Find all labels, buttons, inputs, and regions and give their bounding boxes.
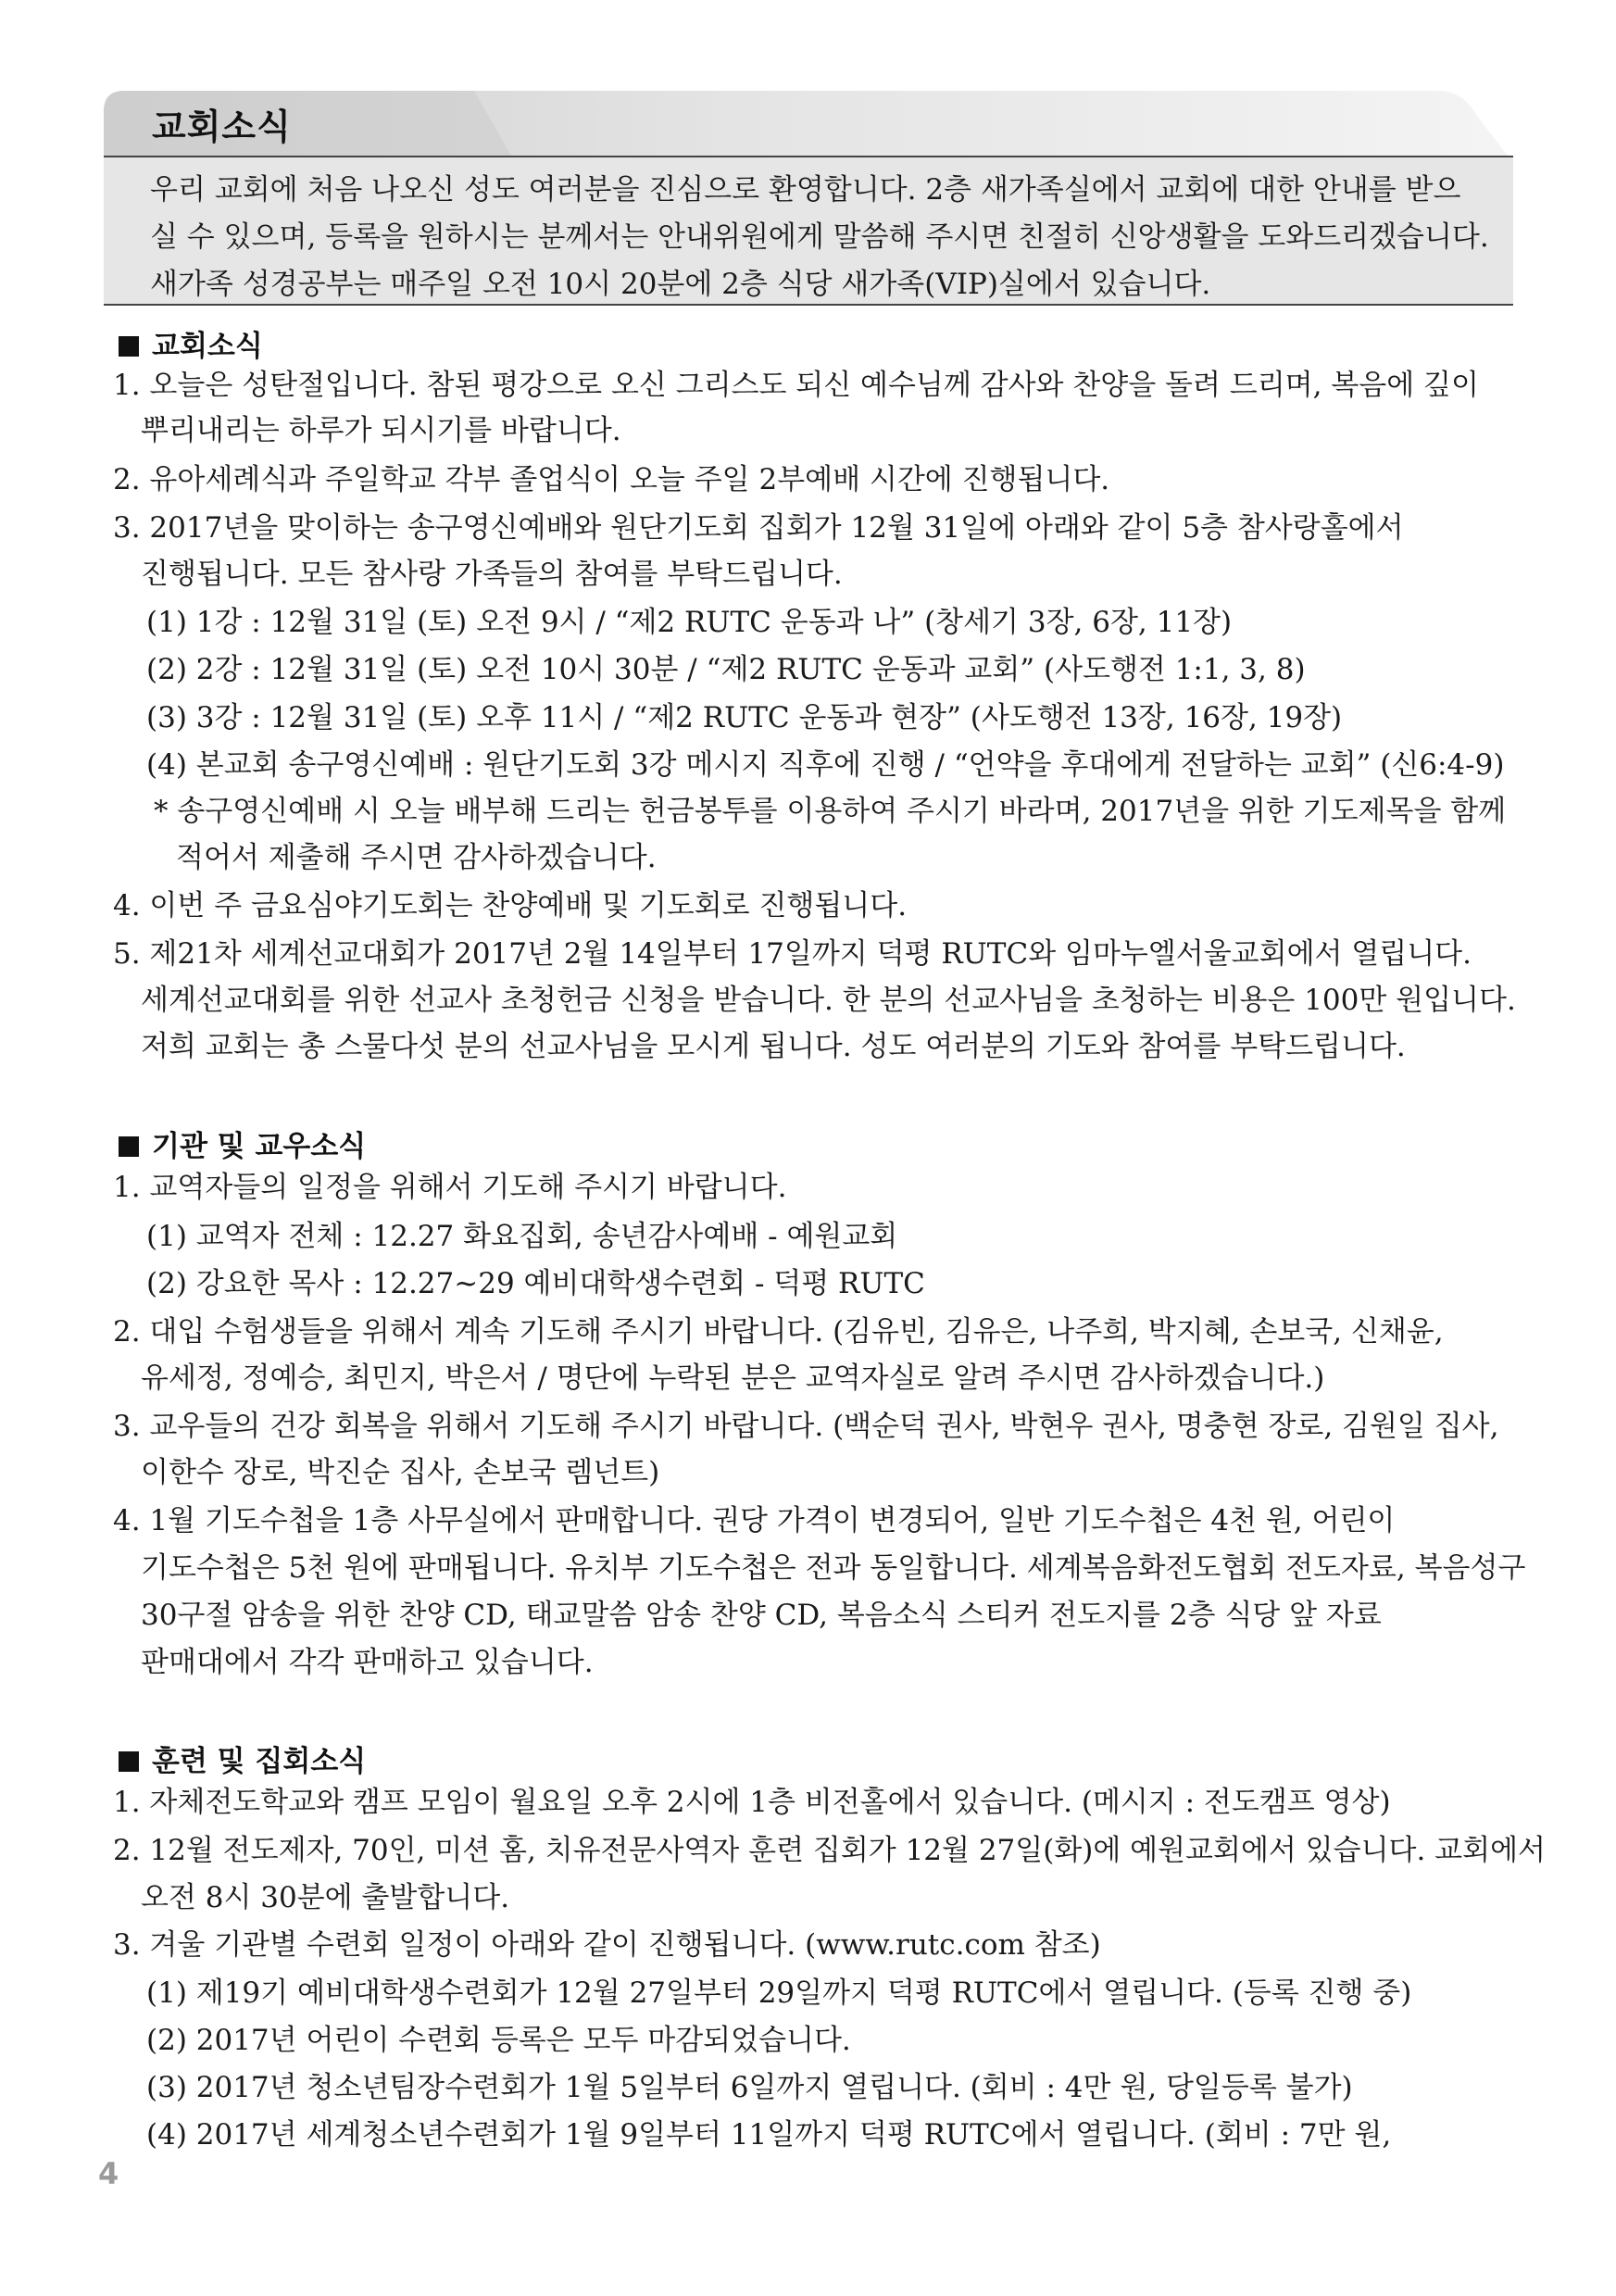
section-title-training-news bbox=[119, 1738, 366, 1779]
notice-line: 2. 유아세례식과 주일학교 각부 졸업식이 오늘 주일 2부예배 시간에 진행됩니다. bbox=[113, 463, 1110, 496]
notice-line: 세계선교대회를 위한 선교사 초청헌금 신청을 받습니다. 한 분의 선교사님을 초청하는 비용은 100만 원입니다. bbox=[141, 984, 1516, 1017]
notice-line: (3) 2017년 청소년팀장수련회가 1월 5일부터 6일까지 열립니다. (회비 : 4만 원, 당일등록 불가) bbox=[146, 2071, 1353, 2104]
notice-line: 30구절 암송을 위한 찬양 CD, 태교말씀 암송 찬양 CD, 복음소식 스티커 전도지를 2층 식당 앞 자료 bbox=[141, 1599, 1382, 1632]
notice-line: (2) 2017년 어린이 수련회 등록은 모두 마감되었습니다. bbox=[146, 2024, 851, 2057]
notice-line: (3) 3강 : 12월 31일 (토) 오후 11시 / “제2 RUTC 운동과 현장” (사도행전 13장, 16장, 19장) bbox=[146, 701, 1343, 734]
square-bullet-icon bbox=[119, 336, 139, 357]
notice-line: 1. 자체전도학교와 캠프 모임이 월요일 오후 2시에 1층 비전홀에서 있습니다. (메시지 : 전도캠프 영상) bbox=[113, 1786, 1391, 1819]
section-title-text: 기관 및 교우소식 bbox=[152, 1130, 367, 1163]
notice-line: 판매대에서 각각 판매하고 있습니다. bbox=[141, 1646, 594, 1679]
page-title: 교회소식 bbox=[152, 107, 292, 147]
page-number: 4 bbox=[98, 2156, 119, 2191]
notice-line: 저희 교회는 총 스물다섯 분의 선교사님을 모시게 됩니다. 성도 여러분의 기도와 참여를 부탁드립니다. bbox=[141, 1030, 1406, 1063]
notice-line: 4. 1월 기도수첩을 1층 사무실에서 판매합니다. 권당 가격이 변경되어, 일반 기도수첩은 4천 원, 어린이 bbox=[113, 1504, 1396, 1537]
notice-line: 기도수첩은 5천 원에 판매됩니다. 유치부 기도수첩은 전과 동일합니다. 세계복음화전도협회 전도자료, 복음성구 bbox=[141, 1551, 1526, 1585]
section-title-text: 훈련 및 집회소식 bbox=[152, 1745, 367, 1778]
notice-line: 1. 교역자들의 일정을 위해서 기도해 주시기 바랍니다. bbox=[113, 1171, 787, 1204]
notice-line: 3. 2017년을 맞이하는 송구영신예배와 원단기도회 집회가 12월 31일에 아래와 같이 5층 참사랑홀에서 bbox=[113, 511, 1404, 545]
notice-line: (4) 본교회 송구영신예배 : 원단기도회 3강 메시지 직후에 진행 / “언약을 후대에게 전달하는 교회” (신6:4-9) bbox=[146, 748, 1505, 782]
notice-line: 1. 오늘은 성탄절입니다. 참된 평강으로 오신 그리스도 되신 예수님께 감사와 찬양을 돌려 드리며, 복음에 깊이 bbox=[113, 369, 1479, 402]
notice-line: 2. 12월 전도제자, 70인, 미션 홈, 치유전문사역자 훈련 집회가 12월 27일(화)에 예원교회에서 있습니다. 교회에서 bbox=[113, 1834, 1546, 1867]
welcome-line: 새가족 성경공부는 매주일 오전 10시 20분에 2층 식당 새가족(VIP)실에서 있습니다. bbox=[150, 268, 1211, 301]
notice-line: * 송구영신예배 시 오늘 배부해 드리는 헌금봉투를 이용하여 주시기 바라며, 2017년을 위한 기도제목을 함께 bbox=[154, 795, 1507, 828]
notice-line: 뿌리내리는 하루가 되시기를 바랍니다. bbox=[141, 414, 621, 447]
notice-line: (2) 2강 : 12월 31일 (토) 오전 10시 30분 / “제2 RUTC 운동과 교회” (사도행전 1:1, 3, 8) bbox=[146, 653, 1306, 686]
notice-line: (1) 1강 : 12월 31일 (토) 오전 9시 / “제2 RUTC 운동과 나” (창세기 3장, 6장, 11장) bbox=[146, 606, 1233, 639]
notice-line: 유세정, 정예승, 최민지, 박은서 / 명단에 누락된 분은 교역자실로 알려 주시면 감사하겠습니다.) bbox=[141, 1361, 1325, 1395]
notice-line: 3. 교우들의 건강 회복을 위해서 기도해 주시기 바랍니다. (백순덕 권사, 박현우 권사, 명충현 장로, 김원일 집사, bbox=[113, 1410, 1499, 1443]
square-bullet-icon bbox=[119, 1136, 139, 1157]
notice-line: 적어서 제출해 주시면 감사하겠습니다. bbox=[176, 841, 657, 874]
notice-line: 4. 이번 주 금요심야기도회는 찬양예배 및 기도회로 진행됩니다. bbox=[113, 889, 908, 922]
notice-line: 진행됩니다. 모든 참사랑 가족들의 참여를 부탁드립니다. bbox=[141, 558, 843, 591]
notice-line: 3. 겨울 기관별 수련회 일정이 아래와 같이 진행됩니다. (www.rutc.com 참조) bbox=[113, 1928, 1101, 1962]
notice-line: 5. 제21차 세계선교대회가 2017년 2월 14일부터 17일까지 덕평 RUTC와 임마누엘서울교회에서 열립니다. bbox=[113, 937, 1472, 971]
welcome-line: 우리 교회에 처음 나오신 성도 여러분을 진심으로 환영합니다. 2층 새가족실에서 교회에 대한 안내를 받으 bbox=[150, 173, 1461, 207]
notice-line: 오전 8시 30분에 출발합니다. bbox=[141, 1881, 510, 1914]
welcome-line: 실 수 있으며, 등록을 원하시는 분께서는 안내위원에게 말씀해 주시면 친절히 신앙생활을 도와드리겠습니다. bbox=[150, 220, 1489, 254]
notice-line: (1) 제19기 예비대학생수련회가 12월 27일부터 29일까지 덕평 RUTC에서 열립니다. (등록 진행 중) bbox=[146, 1976, 1412, 2010]
section-title-members-news bbox=[119, 1123, 366, 1164]
notice-line: (2) 강요한 목사 : 12.27~29 예비대학생수련회 - 덕평 RUTC bbox=[146, 1267, 925, 1300]
square-bullet-icon bbox=[119, 1751, 139, 1772]
notice-line: 이한수 장로, 박진순 집사, 손보국 렘넌트) bbox=[141, 1456, 660, 1489]
notice-line: 2. 대입 수험생들을 위해서 계속 기도해 주시기 바랍니다. (김유빈, 김유은, 나주희, 박지혜, 손보국, 신채윤, bbox=[113, 1315, 1444, 1349]
section-title-text: 교회소식 bbox=[152, 330, 263, 363]
notice-line: (4) 2017년 세계청소년수련회가 1월 9일부터 11일까지 덕평 RUTC에서 열립니다. (회비 : 7만 원, bbox=[146, 2118, 1392, 2152]
notice-line: (1) 교역자 전체 : 12.27 화요집회, 송년감사예배 - 예원교회 bbox=[146, 1220, 898, 1253]
section-title-church-news bbox=[119, 322, 263, 364]
